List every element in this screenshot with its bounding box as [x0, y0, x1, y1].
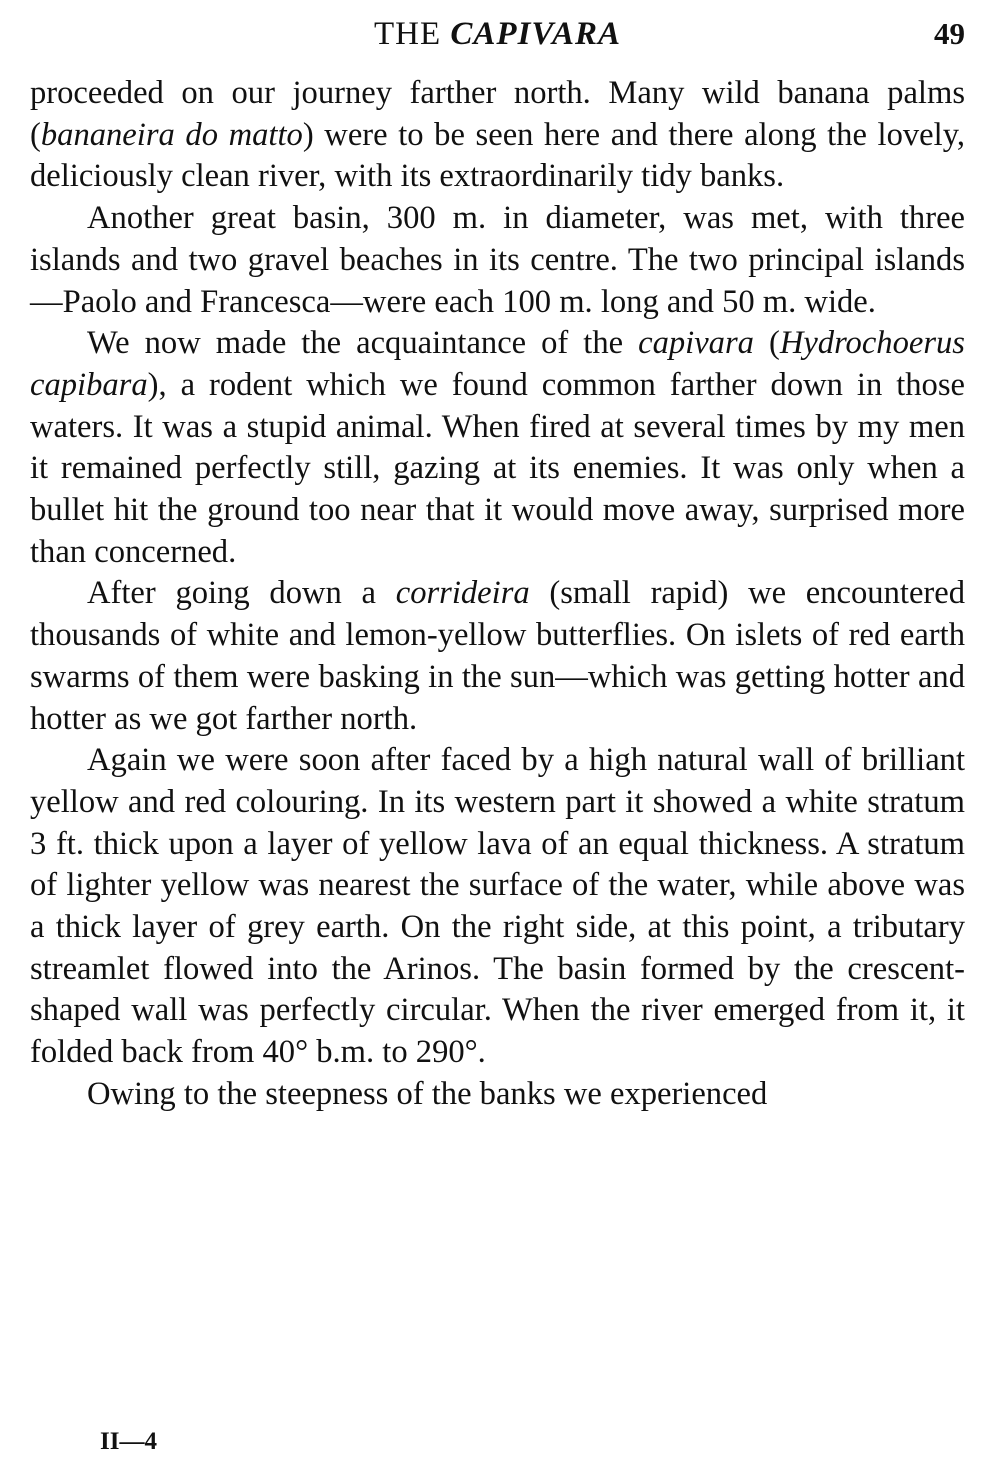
paragraph: [30, 740, 965, 1074]
body-text: [30, 73, 965, 1116]
italic-run: Hydrochoerus capibara: [30, 325, 965, 403]
text-run: Another great basin, 300 m. in diameter, was met, with three islands and two gravel beaches in its centre. The two principal islands—Paolo and Francesca—were each 100 m. long and 50 m. wide.: [30, 200, 965, 320]
paragraph: [30, 73, 965, 198]
paragraph: [30, 573, 965, 740]
title-italic: CAPIVARA: [450, 16, 622, 52]
text-run: We now made the acquaintance of the: [87, 325, 639, 362]
italic-run: bananeira do matto: [40, 116, 303, 153]
page-number: 49: [934, 16, 965, 51]
paragraph: [30, 1074, 965, 1116]
text-run: Owing to the steepness of the banks we experienced: [87, 1075, 768, 1112]
text-run: After going down a: [87, 575, 396, 612]
text-run: Again we were soon after faced by a high natural wall of brilliant yellow and red colouring. In its western part it showed a white stratum 3 ft. thick upon a layer of yellow lava of an equal thickness. A stratum of lighter yellow was nearest the surface of the water, while above was a thick layer of grey earth. On the right side, at this point, a tributary streamlet flowed into the Arinos. The basin formed by the crescent-shaped wall was perfectly circular. When the river emerged from it, it folded back from 40° b.m. to 290°.: [30, 742, 965, 1071]
signature-mark: II—4: [100, 1428, 157, 1455]
text-run: proceeded on our journey farther north. Many wild banana palms (: [30, 75, 965, 153]
running-head: [30, 14, 965, 54]
text-run: (small rapid) we encountered thousands of white and lemon-yellow butterflies. On islets of red earth swarms of them were basking in the sun—which was getting hotter and hotter as we got farther north.: [30, 575, 965, 737]
paragraph: [30, 198, 965, 323]
italic-run: capivara: [638, 325, 754, 362]
paragraph: [30, 323, 965, 573]
italic-run: corrideira: [395, 575, 530, 612]
text-run: (: [753, 325, 780, 362]
running-title: [30, 14, 965, 54]
text-run: ), a rodent which we found common farther down in those waters. It was a stupid animal. When fired at several times by my men it remained perfectly still, gazing at its enemies. It was only when a bullet hit the ground too near that it would move away, surprised more than concerned.: [30, 366, 965, 570]
title-prefix: THE: [373, 16, 451, 52]
text-run: ) were to be seen here and there along the lovely, deliciously clean river, with its extraordinarily tidy banks.: [30, 116, 966, 195]
